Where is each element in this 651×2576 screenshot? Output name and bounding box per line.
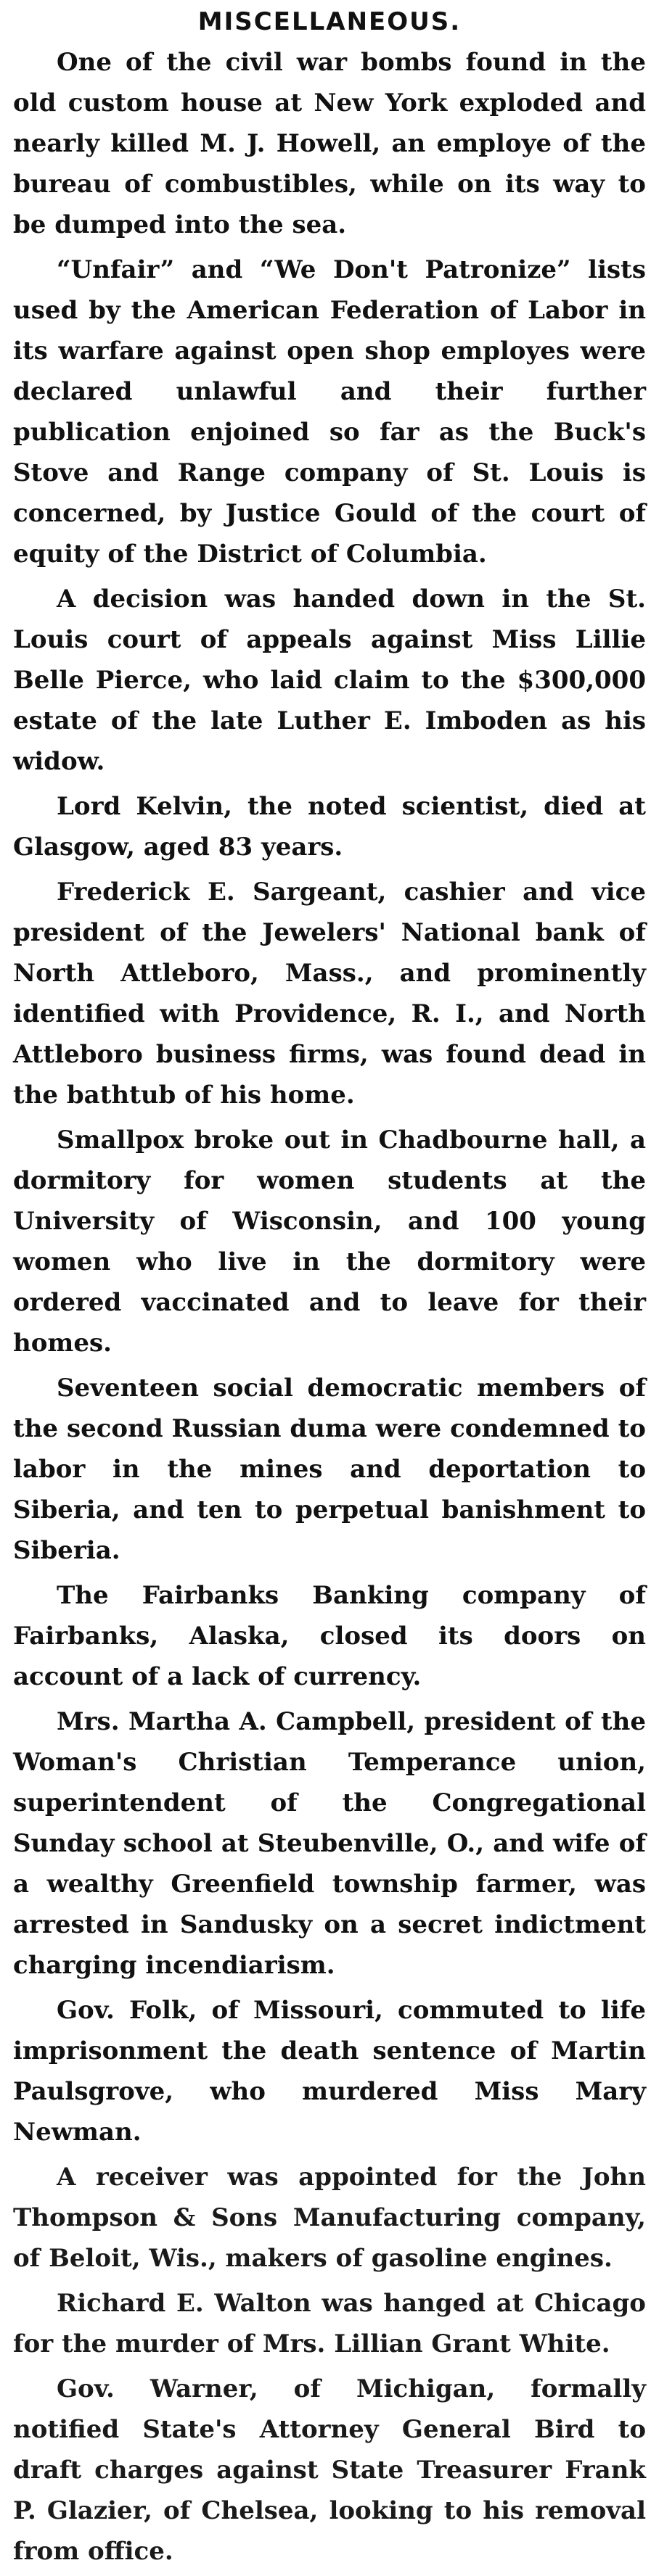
news-item-thompson-receiver: A receiver was appointed for the John Thompson & Sons Manufacturing company, of Beloit, Wis., makers of gasoline engines. <box>13 2163 646 2273</box>
news-item-gov-folk: Gov. Folk, of Missouri, commuted to life imprisonment the death sentence of Martin Paulsgrove, who murdered Miss Mary Newman. <box>13 1996 646 2147</box>
news-item-sargeant: Frederick E. Sargeant, cashier and vice president of the Jewelers' National bank of North Attleboro, Mass., and prominently identified with Providence, R. I., and North Attleboro business firms, was found dead in the bathtub of his home. <box>13 878 646 1110</box>
news-column <box>13 6 646 2576</box>
news-item-unfair-lists: “Unfair” and “We Don't Patronize” lists used by the American Federation of Labor in its warfare against open shop employes were declared unlawful and their further publication enjoined so far as the Buck's Stove and Range company of St. Louis is concerned, by Justice Gould of the court of equity of the District of Columbia. <box>13 255 646 569</box>
news-item-walton-hanged: Richard E. Walton was hanged at Chicago for the murder of Mrs. Lillian Grant White. <box>13 2289 646 2358</box>
news-item-campbell-arrest: Mrs. Martha A. Campbell, president of the Woman's Christian Temperance union, superintendent of the Congregational Sunday school at Steubenville, O., and wife of a wealthy Greenfield township farmer, was arrested in Sandusky on a secret indictment charging incendiarism. <box>13 1707 646 1980</box>
section-heading: MISCELLANEOUS. <box>197 7 462 36</box>
news-item-russian-duma: Seventeen social democratic members of the second Russian duma were condemned to labor in the mines and deportation to Siberia, and ten to perpetual banishment to Siberia. <box>13 1374 646 1565</box>
news-item-gov-warner: Gov. Warner, of Michigan, formally notified State's Attorney General Bird to draft charges against State Treasurer Frank P. Glazier, of Chelsea, looking to his removal from office. <box>13 2374 646 2566</box>
news-item-pierce-decision: A decision was handed down in the St. Louis court of appeals against Miss Lillie Belle Pierce, who laid claim to the $300,000 estate of the late Luther E. Imboden as his widow. <box>13 585 646 776</box>
news-item-smallpox: Smallpox broke out in Chadbourne hall, a dormitory for women students at the University of Wisconsin, and 100 young women who live in the dormitory were ordered vaccinated and to leave for their homes. <box>13 1126 646 1358</box>
news-item-civil-war-bomb: One of the civil war bombs found in the old custom house at New York exploded and nearly killed M. J. Howell, an employe of the bureau of combustibles, while on its way to be dumped into the sea. <box>13 48 646 239</box>
news-item-fairbanks-bank: The Fairbanks Banking company of Fairbanks, Alaska, closed its doors on account of a lack of currency. <box>13 1581 646 1691</box>
news-item-lord-kelvin: Lord Kelvin, the noted scientist, died at Glasgow, aged 83 years. <box>13 792 646 862</box>
